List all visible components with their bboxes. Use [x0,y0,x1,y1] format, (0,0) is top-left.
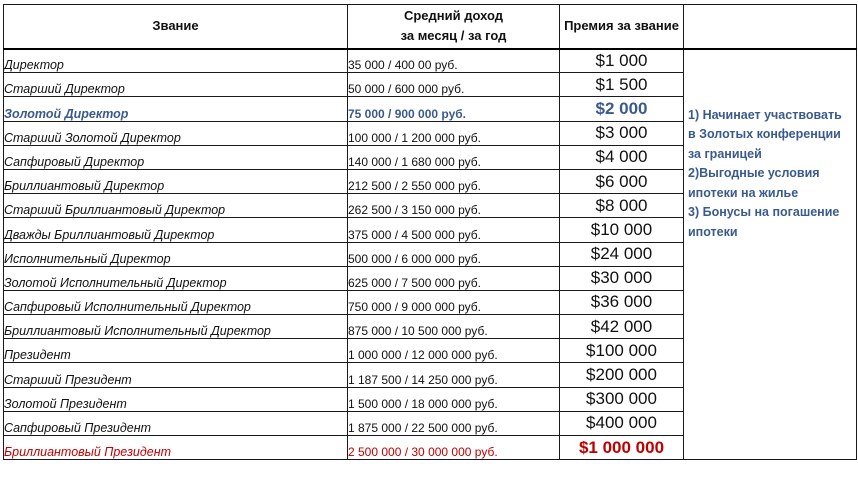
income-cell: 50 000 / 600 000 руб. [348,73,560,97]
rank-cell: Старший Золотой Директор [4,121,348,145]
rank-cell: Сапфировый Президент [4,411,348,435]
rank-cell: Золотой Президент [4,387,348,411]
income-cell: 875 000 / 10 500 000 руб. [348,315,560,339]
income-cell: 750 000 / 9 000 000 руб. [348,290,560,314]
rank-cell: Сапфировый Исполнительный Директор [4,290,348,314]
income-cell: 500 000 / 6 000 000 руб. [348,242,560,266]
income-cell: 1 187 500 / 14 250 000 руб. [348,363,560,387]
bonus-cell: $100 000 [560,339,684,363]
notes-line: ипотеки [688,224,738,239]
income-cell: 140 000 / 1 680 000 руб. [348,145,560,169]
rank-cell: Исполнительный Директор [4,242,348,266]
bonus-cell: $10 000 [560,218,684,242]
bonus-cell: $2 000 [560,97,684,121]
rank-cell: Бриллиантовый Директор [4,169,348,193]
income-cell: 2 500 000 / 30 000 000 руб. [348,436,560,460]
rank-cell: Золотой Директор [4,97,348,121]
notes-line: 3) Бонусы на погашение [688,205,840,219]
rank-cell: Дважды Бриллиантовый Директор [4,218,348,242]
income-cell: 1 000 000 / 12 000 000 руб. [348,339,560,363]
rank-cell: Бриллиантовый Президент [4,436,348,460]
notes-line: в Золотых конференции [688,127,841,141]
bonus-cell: $3 000 [560,121,684,145]
header-rank: Звание [4,5,348,49]
rank-cell: Золотой Исполнительный Директор [4,266,348,290]
income-cell: 75 000 / 900 000 руб. [348,97,560,121]
bonus-cell: $1 500 [560,73,684,97]
income-cell: 1 500 000 / 18 000 000 руб. [348,387,560,411]
bonus-cell: $36 000 [560,290,684,314]
bonus-cell: $6 000 [560,169,684,193]
income-cell: 212 500 / 2 550 000 руб. [348,169,560,193]
header-blank [684,5,857,49]
rank-cell: Старший Бриллиантовый Директор [4,194,348,218]
rank-cell: Бриллиантовый Исполнительный Директор [4,315,348,339]
bonus-cell: $400 000 [560,411,684,435]
rank-cell: Сапфировый Директор [4,145,348,169]
bonus-cell: $300 000 [560,387,684,411]
notes-line: за границей [688,146,762,161]
bonus-cell: $4 000 [560,145,684,169]
rank-cell: Директор [4,49,348,73]
bonus-cell: $42 000 [560,315,684,339]
benefits-notes [684,106,856,243]
rank-cell: Президент [4,339,348,363]
table-row [4,49,857,73]
notes-line: ипотеки на жилье [688,185,799,200]
rank-cell: Старший Президент [4,363,348,387]
rank-bonus-table [3,4,857,460]
bonus-cell: $200 000 [560,363,684,387]
header-income-line1: Средний доход [403,8,504,24]
header-income [348,5,560,49]
header-bonus: Премия за звание [560,5,684,49]
header-income-line2: за месяц / за год [400,28,507,44]
income-cell: 100 000 / 1 200 000 руб. [348,121,560,145]
bonus-cell: $8 000 [560,194,684,218]
table-header-row [4,5,857,49]
bonus-cell: $30 000 [560,266,684,290]
income-cell: 262 500 / 3 150 000 руб. [348,194,560,218]
notes-line: 1) Начинает участвовать [688,107,842,122]
notes-cell [684,49,857,460]
bonus-cell: $24 000 [560,242,684,266]
income-cell: 35 000 / 400 00 руб. [348,49,560,73]
income-cell: 375 000 / 4 500 000 руб. [348,218,560,242]
income-cell: 625 000 / 7 500 000 руб. [348,266,560,290]
notes-line: 2)Выгодные условия [688,166,820,180]
rank-cell: Старший Директор [4,73,348,97]
bonus-cell: $1 000 [560,49,684,73]
bonus-cell: $1 000 000 [560,436,684,460]
income-cell: 1 875 000 / 22 500 000 руб. [348,411,560,435]
